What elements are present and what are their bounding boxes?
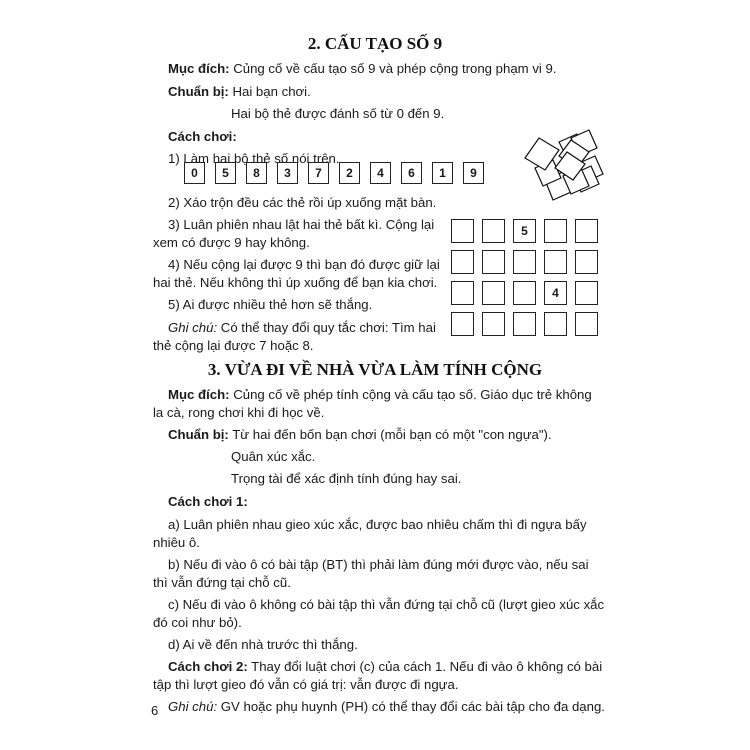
s3-way2-line-1: Thay đổi luật chơi (c) của cách 1. Nếu đi vào ô không có bài [247, 659, 603, 674]
number-card: 4 [370, 162, 391, 184]
number-card: 8 [246, 162, 267, 184]
s3-note-text: GV hoặc phụ huynh (PH) có thể thay đổi các bài tập cho đa dạng. [217, 699, 605, 714]
s2-howto-label: Cách chơi: [168, 129, 237, 144]
s3-c-line-1: c) Nếu đi vào ô không có bài tập thì vẫn đứng tại chỗ cũ (lượt gieo xúc xắc [168, 597, 605, 612]
s3-purpose-line-2: la cà, rong chơi khi đi học về. [153, 405, 325, 420]
s2-purpose [168, 61, 557, 77]
s3-purpose-label: Mục đích: [168, 387, 230, 402]
s2-prep-line-1: Hai bạn chơi. [232, 84, 311, 99]
grid-cell [451, 219, 474, 243]
number-card: 3 [277, 162, 298, 184]
section-2-title: 2. CẤU TẠO SỐ 9 [307, 34, 443, 53]
s3-note-label: Ghi chú: [168, 699, 218, 714]
grid-cell [451, 312, 474, 336]
s2-step-4-line-1: 4) Nếu cộng lại được 9 thì bạn đó được giữ lại [168, 257, 440, 272]
grid-cell [451, 250, 474, 274]
grid-cell [575, 281, 598, 305]
grid-cell: 5 [513, 219, 536, 243]
s3-way1-label: Cách chơi 1: [168, 494, 248, 509]
s3-b-line-1: b) Nếu đi vào ô có bài tập (BT) thì phải làm đúng mới được vào, nếu sai [168, 557, 589, 572]
grid-cell: 4 [544, 281, 567, 305]
s2-note-line-2: thẻ cộng lại được 7 hoặc 8. [153, 338, 314, 353]
grid-cell [544, 312, 567, 336]
s2-step-3-line-2: xem có được 9 hay không. [153, 235, 310, 250]
number-card: 0 [184, 162, 205, 184]
s2-prep-line-2: Hai bộ thẻ được đánh số từ 0 đến 9. [231, 106, 445, 121]
s3-a-line-2: nhiêu ô. [153, 535, 200, 550]
s2-note-label: Ghi chú: [168, 320, 218, 335]
s2-step-3-line-1: 3) Luân phiên nhau lật hai thẻ bất kì. Cộng lại [168, 217, 435, 232]
s3-way2 [168, 659, 602, 675]
s2-step-5: 5) Ai được nhiều thẻ hơn sẽ thắng. [168, 297, 373, 312]
shuffled-cards-illustration [515, 120, 610, 205]
s2-step-4-line-2: hai thẻ. Nếu không thì úp xuống để bạn kia chơi. [153, 275, 438, 290]
grid-cell [482, 312, 505, 336]
s2-purpose-text: Củng cố về cấu tạo số 9 và phép cộng trong phạm vi 9. [229, 61, 557, 76]
number-card: 2 [339, 162, 360, 184]
s2-note [168, 320, 436, 336]
grid-cell [513, 281, 536, 305]
section-3-title: 3. VỪA ĐI VỀ NHÀ VỪA LÀM TÍNH CỘNG [207, 360, 543, 379]
s3-purpose-line-1: Củng cố về phép tính cộng và cấu tạo số. Giáo dục trẻ không [229, 387, 592, 402]
number-card: 9 [463, 162, 484, 184]
number-card: 7 [308, 162, 329, 184]
s2-prep [168, 84, 311, 100]
s2-step-2: 2) Xáo trộn đều các thẻ rồi úp xuống mặt bàn. [168, 195, 437, 210]
s3-c-line-2: đó coi như bỏ). [153, 615, 242, 630]
number-card: 1 [432, 162, 453, 184]
grid-cell [575, 312, 598, 336]
number-card: 5 [215, 162, 236, 184]
s3-purpose [168, 387, 592, 403]
s2-note-line-1: Có thể thay đổi quy tắc chơi: Tìm hai [217, 320, 436, 335]
s3-prep-line-1: Từ hai đến bốn bạn chơi (mỗi bạn có một "con ngựa"). [228, 427, 552, 442]
s3-prep [168, 427, 552, 443]
grid-cell [482, 281, 505, 305]
grid-cell [513, 250, 536, 274]
page-number: 6 [151, 703, 159, 718]
s3-prep-line-3: Trọng tài để xác định tính đúng hay sai. [231, 471, 462, 486]
s2-purpose-label: Mục đích: [168, 61, 230, 76]
grid-cell [544, 219, 567, 243]
grid-cell [482, 250, 505, 274]
s3-note [168, 699, 605, 715]
s3-prep-line-2: Quân xúc xắc. [231, 449, 316, 464]
s3-d: d) Ai về đến nhà trước thì thắng. [168, 637, 358, 652]
s3-way2-label: Cách chơi 2: [168, 659, 248, 674]
grid-cell [482, 219, 505, 243]
grid-cell [544, 250, 567, 274]
s2-prep-label: Chuẩn bị: [168, 84, 229, 99]
s2-step-1: 1) Làm hai bộ thẻ số nói trên. [168, 151, 340, 166]
grid-cell [575, 219, 598, 243]
s3-prep-label: Chuẩn bị: [168, 427, 229, 442]
s3-b-line-2: thì vẫn đứng tại chỗ cũ. [153, 575, 291, 590]
s3-way2-line-2: tập thì lượt gieo đó vẫn có giá trị: vẫn được đi ngựa. [153, 677, 459, 692]
grid-cell [575, 250, 598, 274]
s3-a-line-1: a) Luân phiên nhau gieo xúc xắc, được bao nhiêu chấm thì đi ngựa bấy [168, 517, 587, 532]
grid-cell [451, 281, 474, 305]
grid-cell [513, 312, 536, 336]
number-card: 6 [401, 162, 422, 184]
